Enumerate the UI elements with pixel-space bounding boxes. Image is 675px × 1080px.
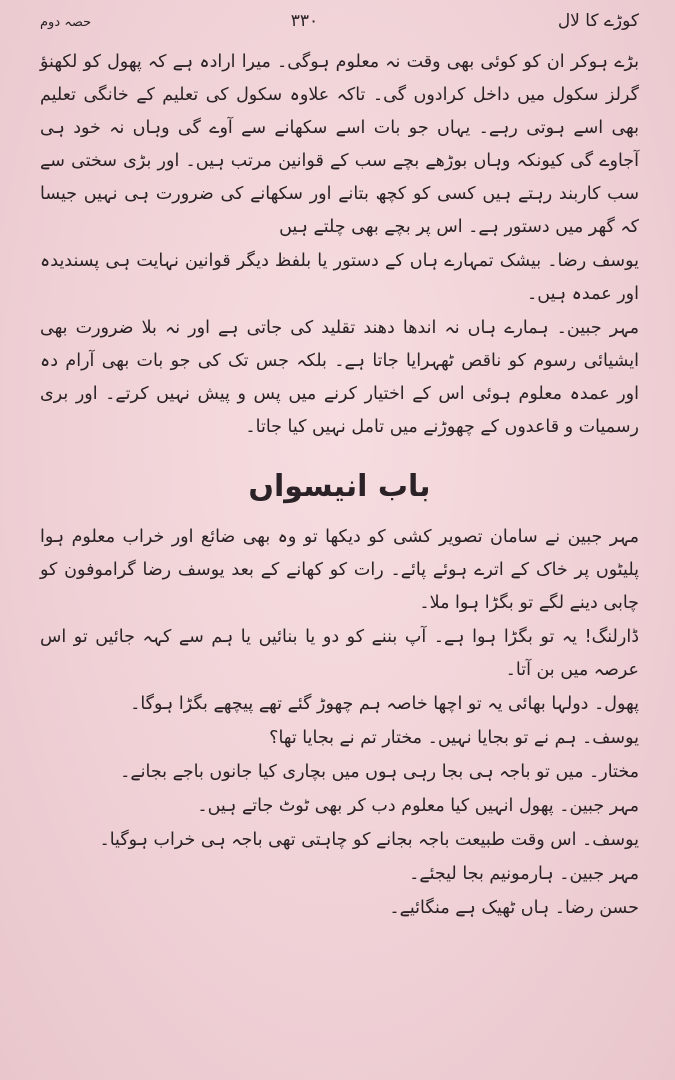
paragraph: یوسف رضا۔ بیشک تمہارے ہاں کے دستور یا بلفظ دیگر قوانین نہایت ہی پسندیدہ اور عمدہ ہیں۔	[40, 251, 639, 304]
paragraph: مہر جبین نے سامان تصویر کشی کو دیکھا تو وہ بھی ضائع اور خراب معلوم ہوا پلیٹوں پر خاک کے اترے ہوئے پائے۔ رات کو کھانے کے بعد یوسف رضا گراموفون کو چابی دینے لگے تو بگڑا ہوا ملا۔	[40, 527, 639, 613]
dialogue-line: یوسف۔ ہم نے تو بجایا نہیں۔ مختار تم نے بجایا تھا؟	[269, 728, 639, 748]
chapter-heading: باب انیسواں	[248, 469, 431, 504]
paragraph: بڑے ہوکر ان کو کوئی بھی وقت نہ معلوم ہوگی۔ میرا ارادہ ہے کہ پھول کو لکھنؤ گرلز سکول میں داخل کرادوں گی۔ تاکہ علاوہ سکول کی تعلیم کے خانگی تعلیم بھی اسے ہوتی رہے۔ یہاں جو بات اسے سکھانے سے آوے گی وہاں نہ خود ہی آجاوے گی کیونکہ وہاں بوڑھے بچے سب کے قوانین مرتب ہیں۔ اور بڑی سختی سے سب کاربند رہتے ہیں کسی کو کچھ بتانے اور سکھانے کی ضرورت ہی نہیں جیسا کہ گھر میں دستور ہے۔ اس پر بچے بھی چلتے ہیں	[40, 52, 639, 237]
dialogue-line: مہر جبین۔ ہارمونیم بجا لیجئے۔	[409, 864, 639, 884]
paragraph: ڈارلنگ! یہ تو بگڑا ہوا ہے۔ آپ بننے کو دو یا بنائیں یا ہم سے کہہ جائیں تو اس عرصہ میں بن آتا۔	[40, 627, 639, 680]
page-header	[40, 10, 639, 40]
part-label: حصہ دوم	[40, 15, 92, 30]
dialogue-line: حسن رضا۔ ہاں ٹھیک ہے منگائیے۔	[389, 898, 639, 918]
dialogue-line: مختار۔ میں تو باجہ ہی بجا رہی ہوں میں بچاری کیا جانوں باجے بجانے۔	[120, 762, 639, 782]
paragraph: مہر جبین۔ ہمارے ہاں نہ اندھا دھند تقلید کی جاتی ہے اور نہ بلا ضرورت بھی ایشیائی رسوم کو ناقص ٹھہرایا جاتا ہے۔ بلکہ جس تک کی جو بات بھی آرام دہ اور عمدہ معلوم ہوئی اس کے اختیار کرنے میں پس و پیش نہیں کرتے۔ اور بری رسمیات و قاعدوں کے چھوڑنے میں تامل نہیں کیا جاتا۔	[40, 318, 639, 437]
page-body	[40, 46, 639, 925]
dialogue-line: یوسف۔ اس وقت طبیعت باجہ بجانے کو چاہتی تھی باجہ ہی خراب ہوگیا۔	[99, 830, 639, 850]
dialogue-line: مہر جبین۔ پھول انہیں کیا معلوم دب کر بھی ٹوٹ جاتے ہیں۔	[197, 796, 639, 816]
book-title: کوڑے کا لال	[557, 11, 639, 31]
page-number: ۳۳۰	[290, 11, 319, 31]
dialogue-line: پھول۔ دولہا بھائی یہ تو اچھا خاصہ ہم چھوڑ گئے تھے پیچھے بگڑا ہوگا۔	[130, 694, 639, 714]
